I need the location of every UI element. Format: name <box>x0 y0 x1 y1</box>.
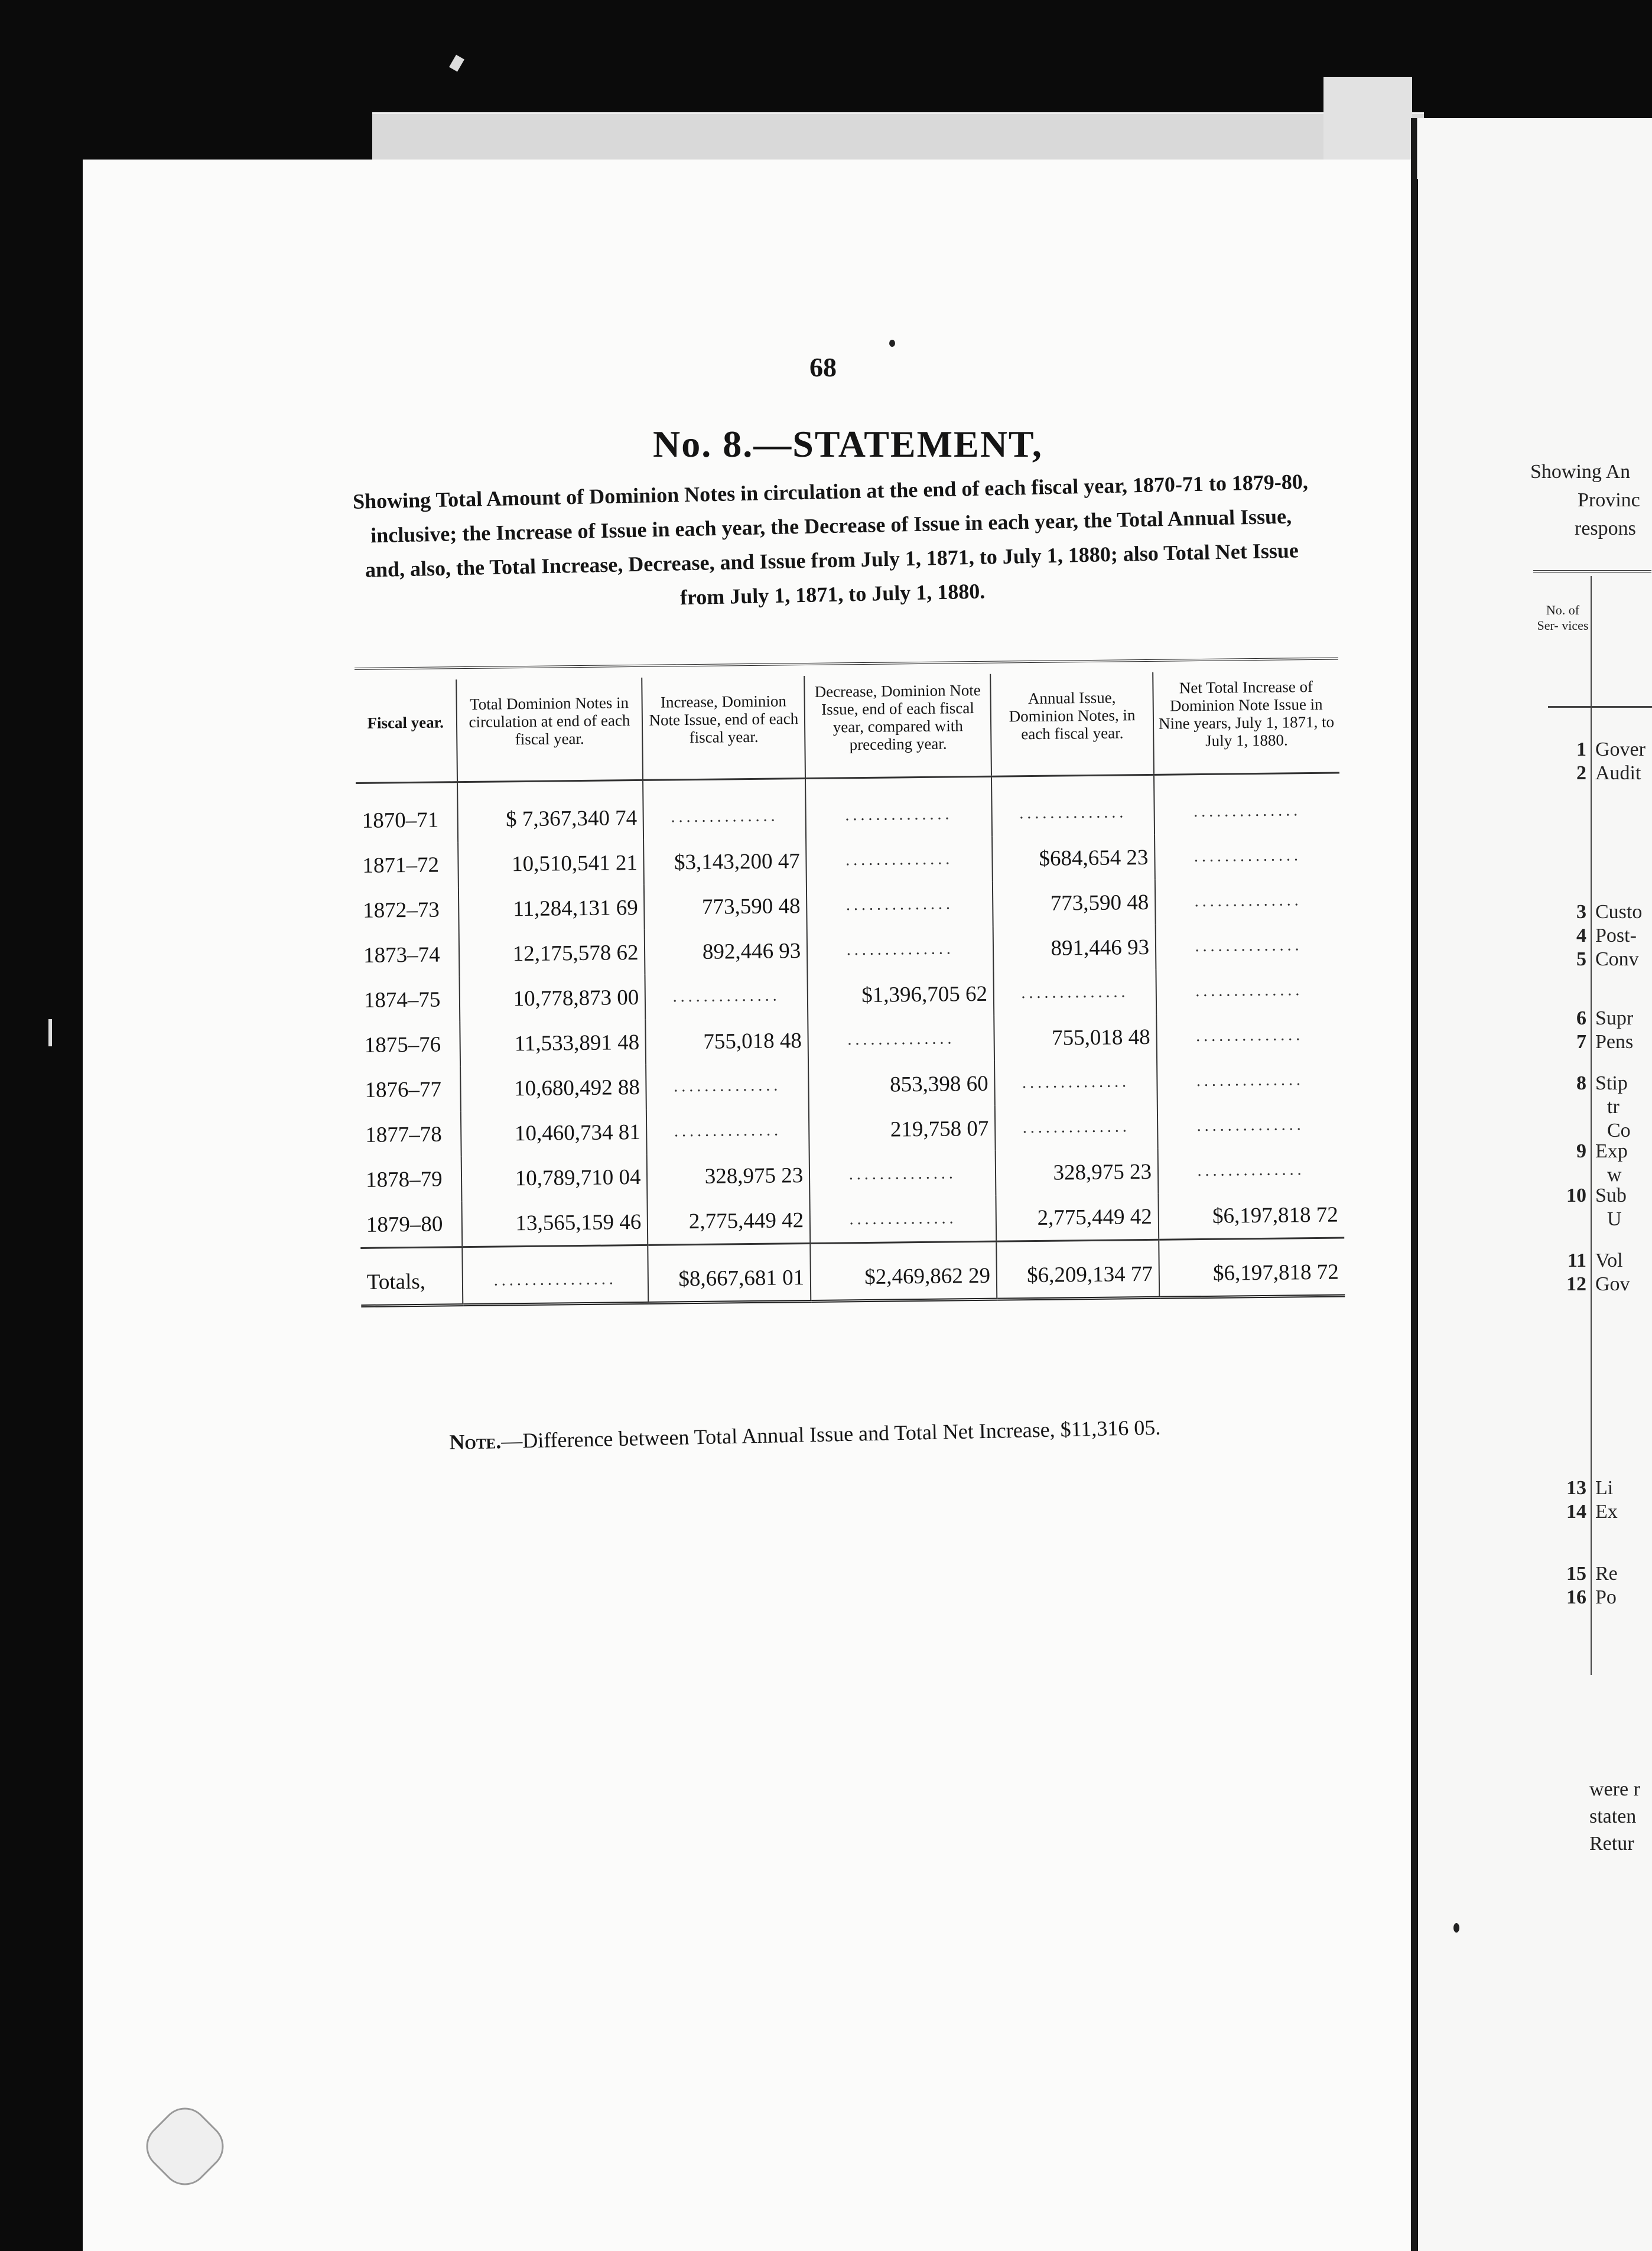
statement-title: No. 8.—STATEMENT, <box>653 423 1043 465</box>
right-item-number: 8 <box>1576 1072 1586 1094</box>
decrease-cell: .............. <box>809 1151 996 1198</box>
right-heading-line-2: Provinc <box>1578 489 1640 511</box>
annual-issue-cell: 755,018 48 <box>994 1014 1157 1061</box>
annual-issue-cell: 328,975 23 <box>996 1149 1159 1196</box>
increase-cell: .............. <box>646 1063 809 1110</box>
note-prefix: Note. <box>449 1429 502 1454</box>
right-item-number: 16 <box>1566 1586 1586 1608</box>
page-number: 68 <box>809 352 837 382</box>
table-header-row <box>355 671 1339 783</box>
fiscal-year-cell: 1871–72 <box>362 853 440 878</box>
right-item-text: tr <box>1607 1096 1620 1118</box>
total-circulation-cell: 13,565,159 46 <box>461 1199 648 1247</box>
right-heading-line-3: respons <box>1575 518 1636 539</box>
fiscal-year-cell: 1879–80 <box>366 1211 443 1237</box>
right-item-number: 13 <box>1566 1477 1586 1499</box>
increase-cell: 773,590 48 <box>644 883 807 930</box>
net-total-cell: .............. <box>1156 923 1342 970</box>
right-item-text: Pens <box>1595 1031 1634 1053</box>
fiscal-year-cell: 1872–73 <box>363 897 440 923</box>
increase-cell: 755,018 48 <box>646 1018 809 1065</box>
increase-cell: 328,975 23 <box>647 1153 810 1199</box>
right-item-text: Supr <box>1595 1007 1634 1029</box>
right-item-text: Gover <box>1595 739 1646 760</box>
increase-cell: 2,775,449 42 <box>648 1198 811 1245</box>
totals-increase: $8,667,681 01 <box>648 1243 811 1303</box>
annual-issue-cell: $684,654 23 <box>992 835 1155 881</box>
decrease-cell: 219,758 07 <box>809 1106 996 1153</box>
right-item-text: U <box>1607 1208 1622 1230</box>
statement-description: Showing Total Amount of Dominion Notes in circulation at the end of each fiscal year, 1870-71 to 1879-80, inclusive; the Increase of Issue in each year, the Decrease of Issue in each year, the Total Annual Issue, and, also, the Total Increase, Decrease, and Issue from July 1, 1871, to July 1, 1880; also Total Net Issue from July 1, 1871, to July 1, 1880. <box>352 469 1309 610</box>
right-item-text: w <box>1607 1164 1622 1186</box>
decrease-cell: $1,396,705 62 <box>808 971 994 1018</box>
decrease-cell: .............. <box>807 881 993 928</box>
annual-issue-cell: .............. <box>994 970 1157 1016</box>
right-footer-line-2: staten <box>1589 1806 1637 1827</box>
total-circulation-cell: 10,510,541 21 <box>458 840 645 887</box>
annual-issue-cell: 891,446 93 <box>993 925 1156 971</box>
right-item-number: 2 <box>1576 762 1586 784</box>
net-total-cell: .............. <box>1157 1058 1343 1104</box>
total-circulation-cell: 11,533,891 48 <box>460 1020 646 1066</box>
page-gutter <box>1411 118 1417 2251</box>
scan-speck <box>1453 1923 1459 1933</box>
note-text: —Difference between Total Annual Issue and Total Net Increase, $11,316 05. <box>500 1415 1161 1453</box>
header-decrease: Decrease, Dominion Note Issue, end of each fiscal year, compared with preceding year. <box>804 674 991 779</box>
net-total-cell: .............. <box>1154 773 1340 835</box>
right-item-text: Stip <box>1595 1072 1628 1094</box>
right-item-number: 12 <box>1566 1273 1586 1295</box>
right-item-text: Co <box>1607 1120 1631 1141</box>
right-item-number: 11 <box>1567 1250 1586 1271</box>
right-col-divider <box>1591 576 1592 1675</box>
increase-cell: 892,446 93 <box>645 928 808 975</box>
right-item-number: 5 <box>1576 948 1586 970</box>
right-item-text: Sub <box>1595 1185 1627 1206</box>
header-increase: Increase, Dominion Note Issue, end of each fiscal year. <box>642 676 806 780</box>
decrease-cell: .............. <box>807 926 994 973</box>
table-body <box>356 773 1345 1306</box>
right-item-text: Ex <box>1595 1501 1618 1523</box>
net-total-cell: .............. <box>1158 1147 1344 1194</box>
total-circulation-cell: 11,284,131 69 <box>458 885 645 932</box>
net-total-cell: .............. <box>1157 1102 1344 1149</box>
net-total-cell: $6,197,818 72 <box>1158 1192 1344 1240</box>
header-total-circulation: Total Dominion Notes in circulation at end of each fiscal year. <box>456 678 643 782</box>
annual-issue-cell: 773,590 48 <box>993 880 1156 926</box>
total-circulation-cell: $ 7,367,340 74 <box>457 780 644 842</box>
right-item-number: 14 <box>1566 1501 1586 1523</box>
dominion-notes-table <box>355 658 1345 1307</box>
right-item-text: Li <box>1595 1477 1614 1499</box>
annual-issue-cell: .............. <box>994 1059 1157 1106</box>
header-fiscal-year: Fiscal year. <box>355 679 457 783</box>
annual-issue-cell: .............. <box>991 775 1155 836</box>
annual-issue-cell: .............. <box>995 1104 1158 1151</box>
right-item-text: Post- <box>1595 925 1637 946</box>
right-item-number: 10 <box>1566 1185 1586 1206</box>
net-total-cell: .............. <box>1155 878 1341 925</box>
scan-speck <box>449 55 464 72</box>
net-total-cell: .............. <box>1156 1013 1342 1059</box>
totals-net: $6,197,818 72 <box>1159 1238 1345 1297</box>
total-circulation-cell: 10,778,873 00 <box>459 975 646 1022</box>
right-item-text: Gov <box>1595 1273 1630 1295</box>
fiscal-year-cell: 1877–78 <box>365 1121 442 1147</box>
totals-circulation-blank: ................ <box>462 1245 649 1305</box>
net-total-cell: .............. <box>1155 833 1341 880</box>
right-item-number: 7 <box>1576 1031 1586 1053</box>
annual-issue-cell: 2,775,449 42 <box>996 1194 1159 1241</box>
total-circulation-cell: 10,680,492 88 <box>460 1065 647 1111</box>
right-item-text: Conv <box>1595 948 1639 970</box>
net-total-cell: .............. <box>1156 968 1342 1014</box>
totals-annual: $6,209,134 77 <box>996 1240 1159 1299</box>
right-item-number: 6 <box>1576 1007 1586 1029</box>
increase-cell: .............. <box>643 779 806 840</box>
header-net-total: Net Total Increase of Dominion Note Issue in Nine years, July 1, 1871, to July 1, 1880. <box>1153 671 1339 775</box>
total-circulation-cell: 10,460,734 81 <box>460 1110 647 1156</box>
fiscal-year-cell: 1878–79 <box>365 1166 443 1192</box>
right-item-number: 15 <box>1566 1563 1586 1585</box>
right-item-text: Custo <box>1595 901 1643 923</box>
total-circulation-cell: 12,175,578 62 <box>458 930 645 977</box>
decrease-cell: 853,398 60 <box>808 1061 995 1108</box>
decrease-cell: .............. <box>808 1016 995 1063</box>
scan-speck <box>889 340 895 347</box>
increase-cell: .............. <box>645 973 808 1020</box>
right-heading-line-1: Showing An <box>1530 461 1631 483</box>
right-item-text: Vol <box>1595 1250 1623 1271</box>
totals-label: Totals, <box>360 1247 463 1306</box>
fiscal-year-cell: 1873–74 <box>363 942 440 968</box>
right-item-text: Re <box>1595 1563 1618 1585</box>
scan-speck <box>48 1019 52 1046</box>
right-col-header: No. of Ser- vices <box>1537 603 1589 633</box>
increase-cell: .............. <box>646 1108 809 1154</box>
totals-row <box>360 1238 1345 1306</box>
right-item-text: Exp <box>1595 1140 1628 1162</box>
table-row <box>356 773 1340 843</box>
fiscal-year-cell: 1870–71 <box>362 808 439 833</box>
header-annual-issue: Annual Issue, Dominion Notes, in each fiscal year. <box>990 672 1154 776</box>
decrease-cell: .............. <box>805 776 992 838</box>
decrease-cell: .............. <box>810 1196 997 1244</box>
right-item-number: 9 <box>1576 1140 1586 1162</box>
fiscal-year-cell: 1875–76 <box>364 1032 441 1058</box>
increase-cell: $3,143,200 47 <box>644 838 807 885</box>
right-header-underline <box>1548 706 1652 708</box>
right-item-text: Audit <box>1595 762 1641 784</box>
right-footer-line-1: were r <box>1589 1778 1640 1800</box>
right-top-rule <box>1533 570 1651 572</box>
decrease-cell: .............. <box>806 837 993 883</box>
right-footer-line-3: Retur <box>1589 1833 1634 1855</box>
fiscal-year-cell: 1874–75 <box>363 987 441 1013</box>
right-item-text: Po <box>1595 1586 1617 1608</box>
right-item-number: 4 <box>1576 925 1586 946</box>
right-item-number: 3 <box>1576 901 1586 923</box>
fiscal-year-cell: 1876–77 <box>365 1077 442 1102</box>
total-circulation-cell: 10,789,710 04 <box>461 1154 648 1201</box>
totals-decrease: $2,469,862 29 <box>810 1241 997 1301</box>
right-item-number: 1 <box>1576 739 1586 760</box>
